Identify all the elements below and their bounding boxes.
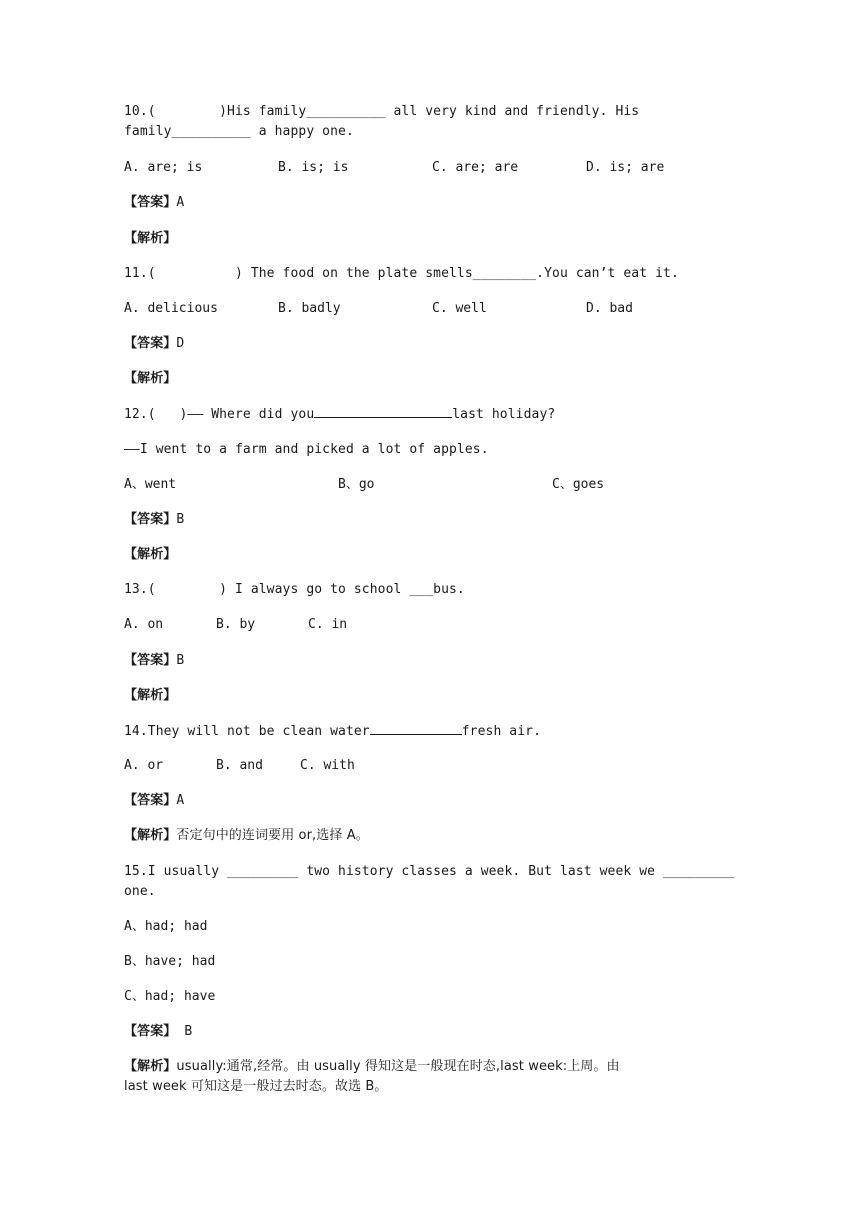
analysis-line [124, 229, 176, 249]
analysis-tag: 【解析】 [124, 828, 177, 843]
question-14-text-end: fresh air. [461, 724, 542, 739]
question-10-line2: family__________ a happy one. [124, 124, 354, 139]
option-a: A. are; is [124, 160, 203, 175]
answer-tag: 【答案】 [124, 653, 177, 668]
option-c: C. with [300, 758, 355, 773]
analysis-line [124, 369, 176, 389]
question-11: 11.( ) The food on the plate smells________.You can’t eat it. [124, 266, 679, 281]
option-a: A. delicious [124, 301, 218, 316]
question-10: 10.( )His family__________ all very kind and friendly. His [124, 104, 640, 119]
question-14 [124, 721, 541, 742]
option-c: C、goes [552, 477, 605, 492]
question-15: 15.I usually _________ two history classes a week. But last week we _________ [124, 864, 735, 879]
answer-line [124, 1022, 192, 1042]
question-13: 13.( ) I always go to school ___bus. [124, 582, 465, 597]
question-15-line2: one. [124, 884, 156, 899]
answer-value: D [176, 336, 185, 351]
option-d: D. is; are [586, 160, 665, 175]
analysis-tag: 【解析】 [124, 1059, 177, 1074]
option-a: A、had; had [124, 919, 208, 934]
option-b: B. by [216, 617, 256, 632]
option-c: C. in [308, 617, 348, 632]
answer-tag: 【答案】 [124, 1024, 177, 1039]
option-b: B、go [338, 477, 375, 492]
option-d: D. bad [586, 301, 633, 316]
option-b: B、have; had [124, 954, 216, 969]
question-12 [124, 404, 555, 425]
analysis-line [124, 545, 176, 565]
analysis-tag: 【解析】 [124, 371, 177, 386]
answer-line [124, 334, 184, 354]
answer-value: B [176, 1024, 193, 1039]
question-12-text: 12.( )—— Where did you [124, 407, 315, 422]
option-a: A. or [124, 758, 164, 773]
option-a: A、went [124, 477, 177, 492]
answer-value: B [176, 653, 185, 668]
option-a: A. on [124, 617, 164, 632]
question-14-text: 14.They will not be clean water [124, 724, 370, 739]
analysis-text: 否定句中的连词要用 or,选择 A。 [176, 828, 369, 843]
analysis-tag: 【解析】 [124, 547, 177, 562]
analysis-line [124, 686, 176, 706]
option-b: B. and [216, 758, 263, 773]
answer-line [124, 791, 184, 811]
analysis-text: usually:通常,经常。由 usually 得知这是一般现在时态,last week:上周。由 [176, 1059, 620, 1074]
option-b: B. is; is [278, 160, 349, 175]
option-b: B. badly [278, 301, 341, 316]
analysis-line [124, 826, 369, 846]
analysis-line [124, 1057, 620, 1077]
analysis-tag: 【解析】 [124, 231, 177, 246]
answer-line [124, 651, 184, 671]
answer-tag: 【答案】 [124, 793, 177, 808]
option-c: C. are; are [432, 160, 519, 175]
answer-blank [370, 721, 462, 735]
answer-value: B [176, 512, 185, 527]
answer-line [124, 510, 184, 530]
answer-line [124, 193, 184, 213]
answer-tag: 【答案】 [124, 336, 177, 351]
analysis-tag: 【解析】 [124, 688, 177, 703]
answer-value: A [176, 793, 185, 808]
question-12-reply: ——I went to a farm and picked a lot of apples. [124, 442, 489, 457]
answer-blank [314, 404, 452, 418]
answer-tag: 【答案】 [124, 195, 177, 210]
option-c: C、had; have [124, 989, 216, 1004]
answer-value: A [176, 195, 185, 210]
analysis-text-line2: last week 可知这是一般过去时态。故选 B。 [124, 1079, 388, 1094]
answer-tag: 【答案】 [124, 512, 177, 527]
option-c: C. well [432, 301, 487, 316]
question-12-text-end: last holiday? [452, 407, 556, 422]
